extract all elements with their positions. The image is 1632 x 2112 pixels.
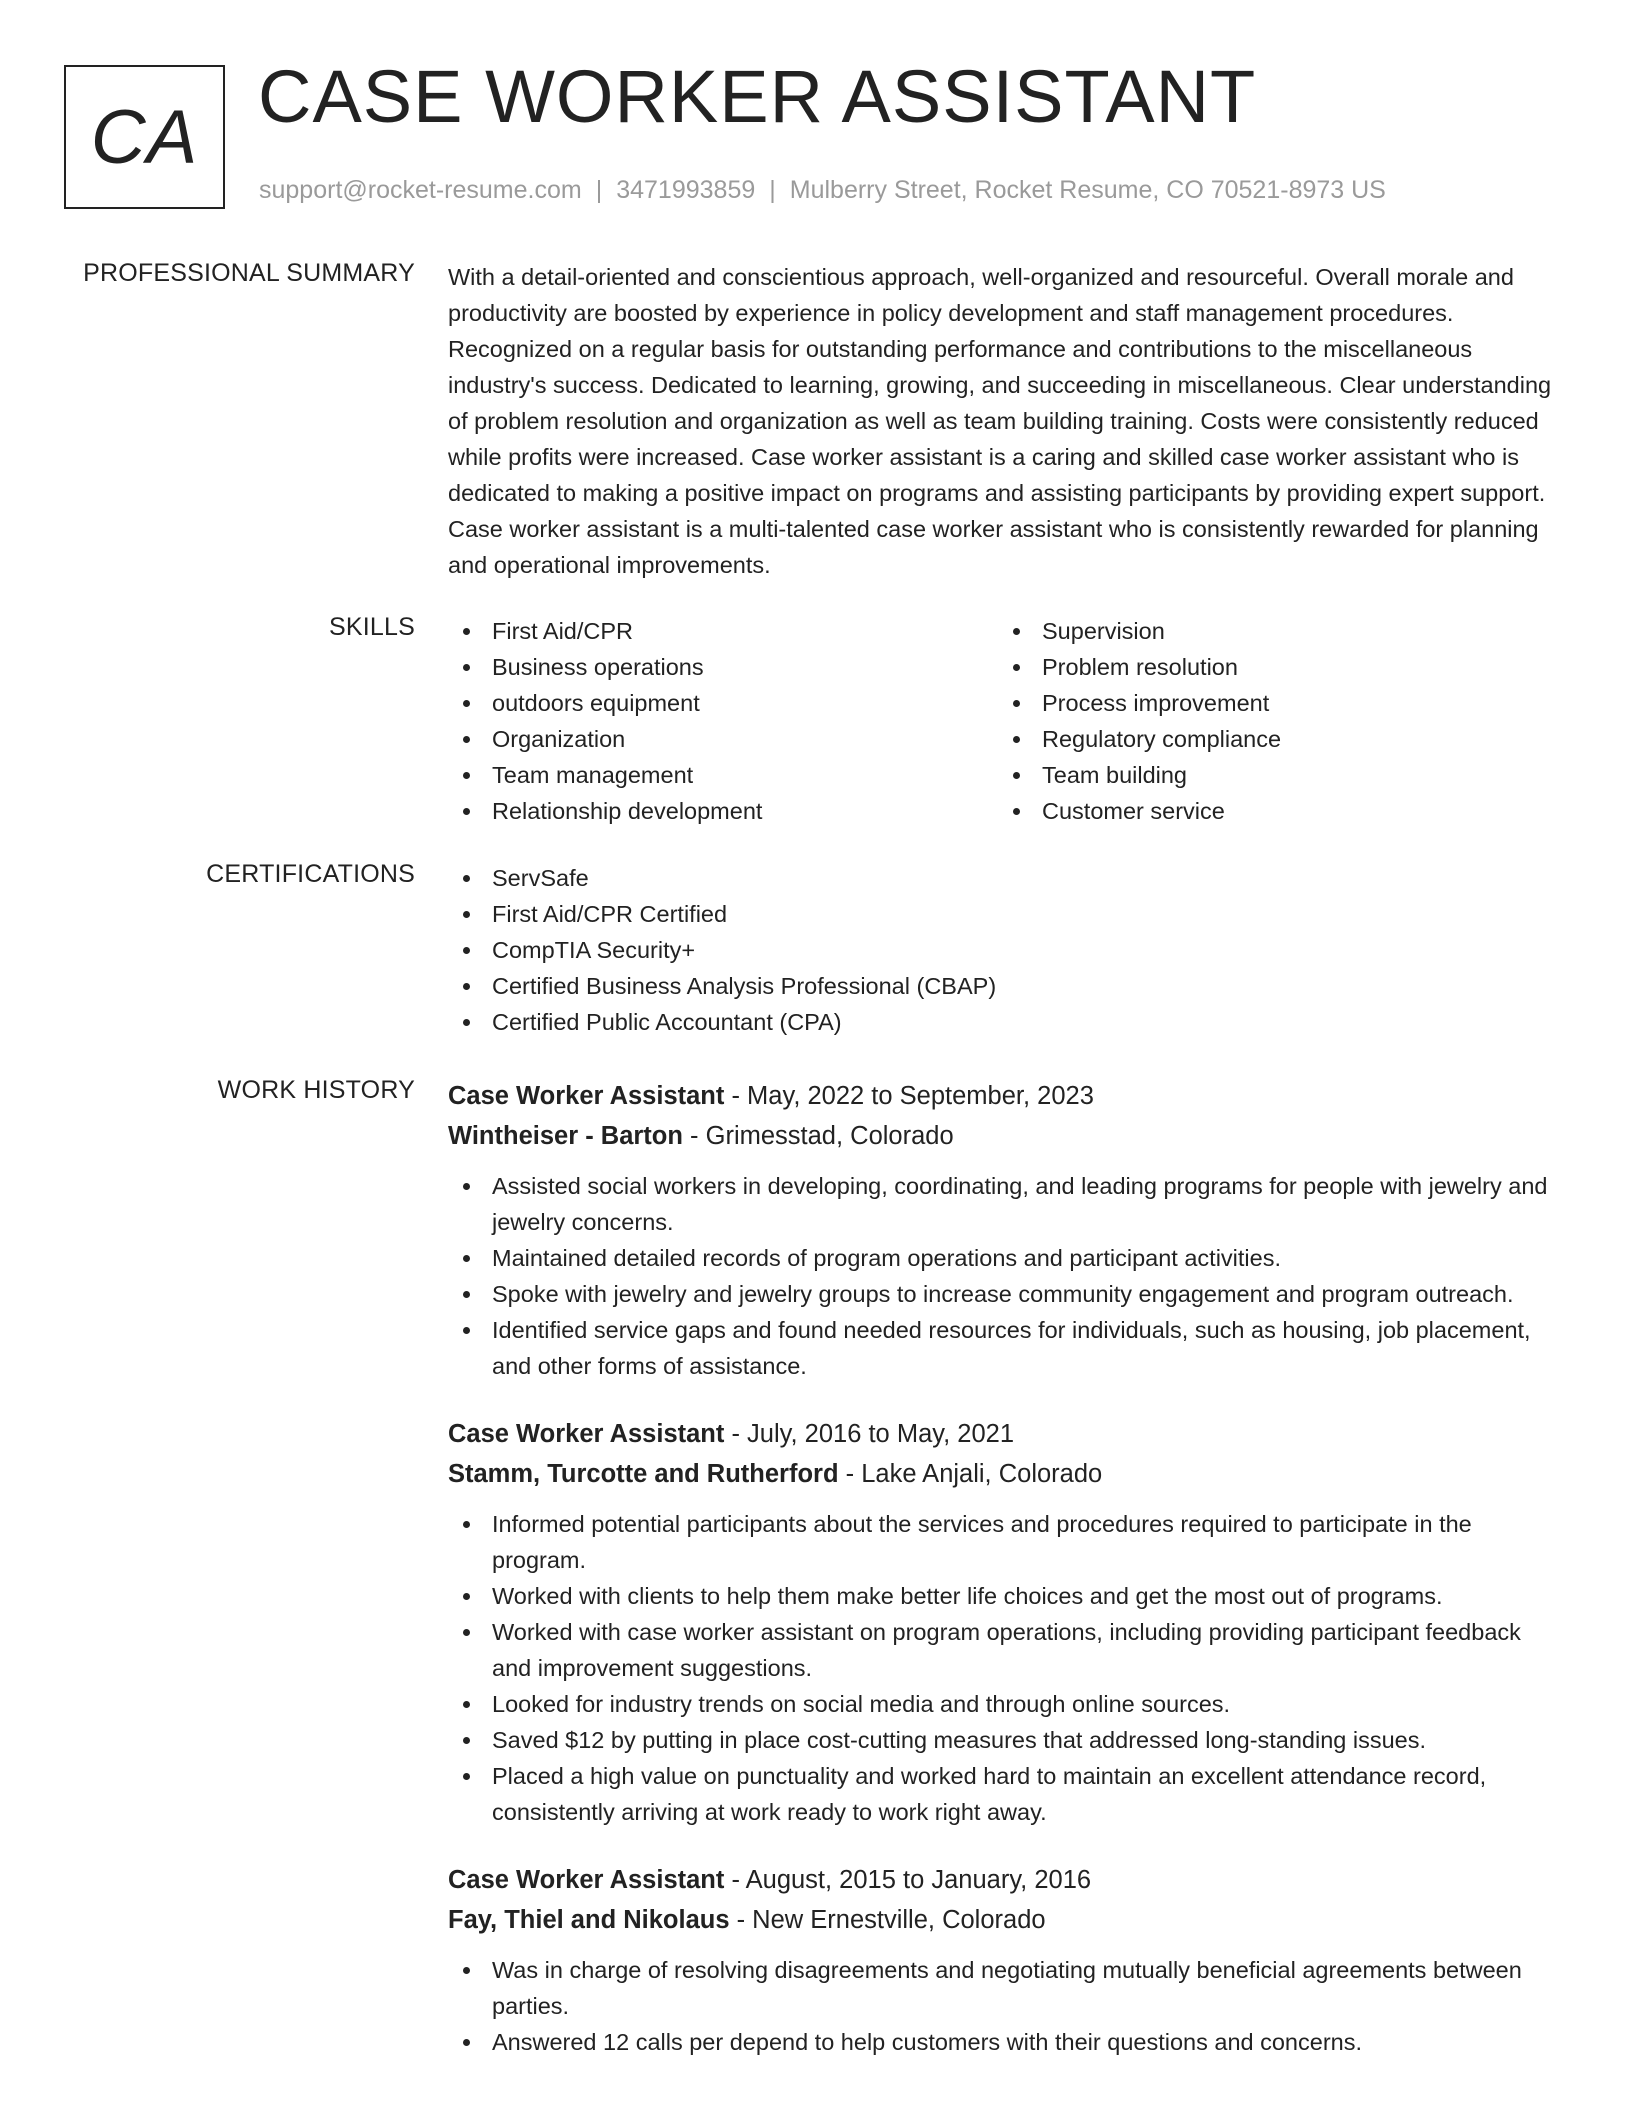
job-company-line [448,1116,1566,1156]
job-company-line [448,1900,1566,1940]
job-duties-list [448,1506,1566,1830]
skills-heading: SKILLS [329,613,415,641]
job-role: Case Worker Assistant [448,1082,725,1110]
job-duty-item: Identified service gaps and found needed resources for individuals, such as housing, job placement, and other forms of assistance. [448,1312,1566,1384]
certification-item: Certified Public Accountant (CPA) [448,1004,1566,1040]
skill-item: First Aid/CPR [448,613,998,649]
skill-item: Team building [998,757,1548,793]
certifications-list [448,860,1566,1040]
job-role: Case Worker Assistant [448,1420,725,1448]
skill-item: Regulatory compliance [998,721,1548,757]
skill-item: Process improvement [998,685,1548,721]
job-location: - Lake Anjali, Colorado [838,1460,1103,1488]
skill-item: Team management [448,757,998,793]
contact-address: Mulberry Street, Rocket Resume, CO 70521-8973 US [789,176,1386,204]
job-title-line [448,1860,1566,1900]
certification-item: ServSafe [448,860,1566,896]
job-dates: - July, 2016 to May, 2021 [724,1420,1015,1448]
certification-item: CompTIA Security+ [448,932,1566,968]
job-duty-item: Saved $12 by putting in place cost-cutting measures that addressed long-standing issues. [448,1722,1566,1758]
job-company-line [448,1454,1566,1494]
job-duty-item: Worked with case worker assistant on program operations, including providing participant feedback and improvement suggestions. [448,1614,1566,1686]
contact-phone: 3471993859 [616,176,756,204]
skill-item: Organization [448,721,998,757]
skills-list [448,613,1566,829]
job-title-line [448,1414,1566,1454]
job-duty-item: Spoke with jewelry and jewelry groups to increase community engagement and program outreach. [448,1276,1566,1312]
job-duty-item: Worked with clients to help them make better life choices and get the most out of programs. [448,1578,1566,1614]
job-duty-item: Looked for industry trends on social media and through online sources. [448,1686,1566,1722]
skill-item: outdoors equipment [448,685,998,721]
contact-separator: | [595,176,603,204]
job-duty-item: Placed a high value on punctuality and worked hard to maintain an excellent attendance record, consistently arriving at work ready to work right away. [448,1758,1566,1830]
certifications-body [448,860,1566,1040]
job-location: - Grimesstad, Colorado [682,1122,954,1150]
skill-item: Relationship development [448,793,998,829]
job-company: Stamm, Turcotte and Rutherford [448,1460,839,1488]
monogram-box [64,65,225,209]
summary-heading: PROFESSIONAL SUMMARY [83,259,415,287]
certification-item: Certified Business Analysis Professional (CBAP) [448,968,1566,1004]
job-duty-item: Maintained detailed records of program operations and participant activities. [448,1240,1566,1276]
job-company: Fay, Thiel and Nikolaus [448,1906,730,1934]
job-duties-list [448,1952,1566,2060]
job-duty-item: Assisted social workers in developing, coordinating, and leading programs for people with jewelry and jewelry concerns. [448,1168,1566,1240]
job-title-line [448,1076,1566,1116]
contact-email: support@rocket-resume.com [259,176,582,204]
job-entry [448,1860,1566,2060]
certification-item: First Aid/CPR Certified [448,896,1566,932]
certifications-heading: CERTIFICATIONS [206,860,415,888]
job-entry [448,1414,1566,1830]
work-history-heading: WORK HISTORY [217,1076,415,1104]
job-entry [448,1076,1566,1384]
job-dates: - May, 2022 to September, 2023 [724,1082,1094,1110]
contact-separator: | [769,176,776,204]
candidate-title: CASE WORKER ASSISTANT [258,55,1257,138]
skill-item: Business operations [448,649,998,685]
summary-text: With a detail-oriented and conscientious approach, well-organized and resourceful. Overall morale and productivity are boosted by experience in policy development and staff management procedures. Recognized on a regular basis for outstanding performance and contributions to the miscellaneous industry's success. Dedicated to learning, growing, and succeeding in miscellaneous. Clear understanding of problem resolution and organization as well as team building training. Costs were consistently reduced while profits were increased. Case worker assistant is a caring and skilled case worker assistant who is dedicated to making a positive impact on programs and assisting participants by providing expert support. Case worker assistant is a multi-talented case worker assistant who is consistently rewarded for planning and operational improvements. [448,264,1552,578]
job-duty-item: Answered 12 calls per depend to help customers with their questions and concerns. [448,2024,1566,2060]
monogram-initials: CA [90,94,199,180]
job-duty-item: Informed potential participants about the services and procedures required to participate in the program. [448,1506,1566,1578]
job-duty-item: Was in charge of resolving disagreements and negotiating mutually beneficial agreements between parties. [448,1952,1566,2024]
skill-item: Supervision [998,613,1548,649]
job-company: Wintheiser - Barton [448,1122,683,1150]
job-dates: - August, 2015 to January, 2016 [724,1866,1092,1894]
job-location: - New Ernestville, Colorado [729,1906,1046,1934]
skill-item: Customer service [998,793,1548,829]
skill-item: Problem resolution [998,649,1548,685]
job-role: Case Worker Assistant [448,1866,725,1894]
skills-column-right [998,613,1548,829]
job-duties-list [448,1168,1566,1384]
contact-line [259,176,1386,205]
skills-column-left [448,613,998,829]
work-history-jobs [448,1076,1566,2090]
